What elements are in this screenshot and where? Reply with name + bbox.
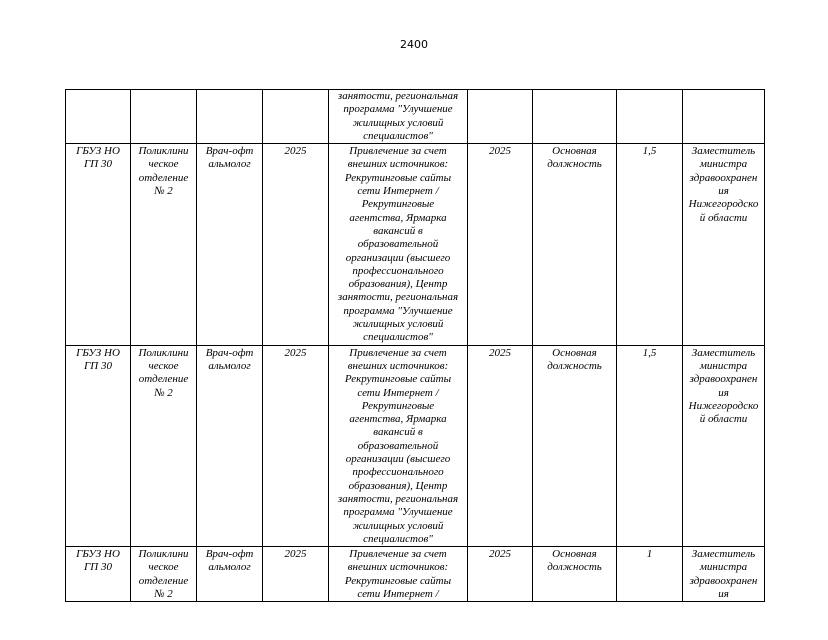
responsible-cell — [683, 90, 765, 144]
org-cell — [66, 90, 131, 144]
year-cell: 2025 — [263, 345, 329, 546]
year-cell: 2025 — [263, 547, 329, 602]
unit-cell — [131, 90, 197, 144]
post-type-cell: Основная должность — [533, 547, 617, 602]
rate-cell: 1 — [617, 547, 683, 602]
staffing-table — [65, 89, 765, 602]
position-cell: Врач-офт альмолог — [197, 547, 263, 602]
method-cell: Привлечение за счет внешних источников: Рекрутинговые сайты сети Интернет / — [329, 547, 468, 602]
responsible-cell: Заместитель министра здравоохранен ия Нижегородско й области — [683, 144, 765, 345]
unit-cell: Поликлини ческое отделение № 2 — [131, 547, 197, 602]
rate-cell — [617, 90, 683, 144]
position-cell — [197, 90, 263, 144]
unit-cell: Поликлини ческое отделение № 2 — [131, 345, 197, 546]
method-cell: Привлечение за счет внешних источников: Рекрутинговые сайты сети Интернет / Рекрутинговые агентства, Ярмарка вакансий в образовательной организации (высшего профессионального образования), Центр занятости, региональная программа "Улучшение жилищных условий специалистов" — [329, 144, 468, 345]
org-cell: ГБУЗ НО ГП 30 — [66, 144, 131, 345]
table-row — [66, 90, 765, 144]
unit-cell: Поликлини ческое отделение № 2 — [131, 144, 197, 345]
rate-cell: 1,5 — [617, 144, 683, 345]
org-cell: ГБУЗ НО ГП 30 — [66, 547, 131, 602]
plan-year-cell: 2025 — [468, 547, 533, 602]
method-cell: занятости, региональная программа "Улучшение жилищных условий специалистов" — [329, 90, 468, 144]
responsible-cell: Заместитель министра здравоохранен ия Нижегородско й области — [683, 345, 765, 546]
year-cell: 2025 — [263, 144, 329, 345]
table-row — [66, 547, 765, 602]
post-type-cell — [533, 90, 617, 144]
method-cell: Привлечение за счет внешних источников: Рекрутинговые сайты сети Интернет / Рекрутинговые агентства, Ярмарка вакансий в образовательной организации (высшего профессионального образования), Центр занятости, региональная программа "Улучшение жилищных условий специалистов" — [329, 345, 468, 546]
org-cell: ГБУЗ НО ГП 30 — [66, 345, 131, 546]
position-cell: Врач-офт альмолог — [197, 345, 263, 546]
rate-cell: 1,5 — [617, 345, 683, 546]
table-row — [66, 345, 765, 546]
responsible-cell: Заместитель министра здравоохранен ия — [683, 547, 765, 602]
plan-year-cell: 2025 — [468, 345, 533, 546]
post-type-cell: Основная должность — [533, 144, 617, 345]
plan-year-cell — [468, 90, 533, 144]
post-type-cell: Основная должность — [533, 345, 617, 546]
year-cell — [263, 90, 329, 144]
position-cell: Врач-офт альмолог — [197, 144, 263, 345]
table-row — [66, 144, 765, 345]
page-number: 2400 — [400, 38, 428, 51]
plan-year-cell: 2025 — [468, 144, 533, 345]
